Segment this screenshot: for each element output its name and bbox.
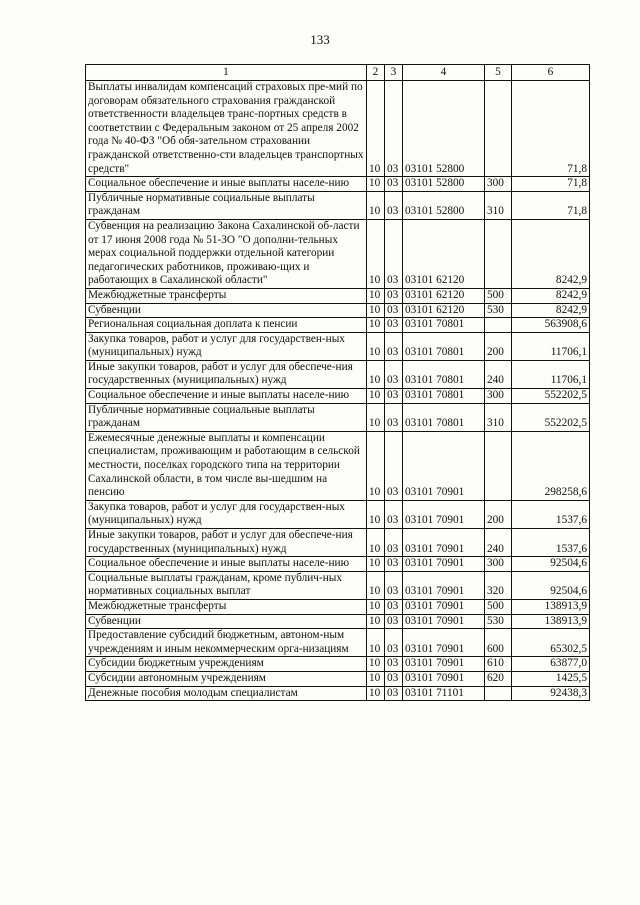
header-col-4: 4 xyxy=(403,65,485,81)
target-article-cell: 03101 70901 xyxy=(403,500,485,528)
target-article-cell: 03101 70901 xyxy=(403,571,485,599)
target-article-cell: 03101 52800 xyxy=(403,177,485,192)
subsection-code-cell: 03 xyxy=(385,389,403,404)
expense-type-cell: 200 xyxy=(485,500,512,528)
expense-type-cell: 600 xyxy=(485,629,512,657)
expense-type-cell: 200 xyxy=(485,332,512,360)
amount-cell: 8242,9 xyxy=(512,219,590,288)
section-code-cell: 10 xyxy=(367,529,385,557)
row-name-cell: Иные закупки товаров, работ и услуг для обеспече-ния государственных (муниципальных) нужд xyxy=(86,360,367,388)
target-article-cell: 03101 70801 xyxy=(403,360,485,388)
subsection-code-cell: 03 xyxy=(385,657,403,672)
expense-type-cell xyxy=(485,431,512,500)
expense-type-cell xyxy=(485,686,512,701)
table-row xyxy=(86,629,590,657)
table-row xyxy=(86,177,590,192)
row-name-cell: Субсидии бюджетным учреждениям xyxy=(86,657,367,672)
row-name-cell: Социальное обеспечение и иные выплаты населе-нию xyxy=(86,177,367,192)
target-article-cell: 03101 62120 xyxy=(403,288,485,303)
section-code-cell: 10 xyxy=(367,557,385,572)
subsection-code-cell: 03 xyxy=(385,191,403,219)
expense-type-cell: 300 xyxy=(485,177,512,192)
amount-cell: 552202,5 xyxy=(512,403,590,431)
row-name-cell: Межбюджетные трансферты xyxy=(86,599,367,614)
header-col-6: 6 xyxy=(512,65,590,81)
expense-type-cell: 300 xyxy=(485,557,512,572)
amount-cell: 71,8 xyxy=(512,177,590,192)
row-name-cell: Субвенции xyxy=(86,303,367,318)
amount-cell: 11706,1 xyxy=(512,332,590,360)
row-name-cell: Закупка товаров, работ и услуг для государствен-ных (муниципальных) нужд xyxy=(86,500,367,528)
target-article-cell: 03101 52800 xyxy=(403,191,485,219)
target-article-cell: 03101 71101 xyxy=(403,686,485,701)
table-row xyxy=(86,557,590,572)
subsection-code-cell: 03 xyxy=(385,288,403,303)
table-row xyxy=(86,599,590,614)
table-row xyxy=(86,686,590,701)
row-name-cell: Субвенции xyxy=(86,614,367,629)
subsection-code-cell: 03 xyxy=(385,303,403,318)
table-row xyxy=(86,219,590,288)
section-code-cell: 10 xyxy=(367,571,385,599)
section-code-cell: 10 xyxy=(367,303,385,318)
header-col-2: 2 xyxy=(367,65,385,81)
header-col-3: 3 xyxy=(385,65,403,81)
row-name-cell: Социальное обеспечение и иные выплаты населе-нию xyxy=(86,389,367,404)
section-code-cell: 10 xyxy=(367,614,385,629)
expense-type-cell: 620 xyxy=(485,671,512,686)
section-code-cell: 10 xyxy=(367,671,385,686)
row-name-cell: Социальное обеспечение и иные выплаты населе-нию xyxy=(86,557,367,572)
expense-type-cell: 320 xyxy=(485,571,512,599)
target-article-cell: 03101 70801 xyxy=(403,332,485,360)
subsection-code-cell: 03 xyxy=(385,219,403,288)
row-name-cell: Публичные нормативные социальные выплаты гражданам xyxy=(86,403,367,431)
target-article-cell: 03101 62120 xyxy=(403,219,485,288)
amount-cell: 552202,5 xyxy=(512,389,590,404)
expense-type-cell: 300 xyxy=(485,389,512,404)
expense-type-cell: 310 xyxy=(485,191,512,219)
table-row xyxy=(86,614,590,629)
row-name-cell: Выплаты инвалидам компенсаций страховых пре-мий по договорам обязательного страхования гражданской ответственности владельцев транс-портных средств в соответствии с Федеральным законом от 25 апреля 2002 года № 40-ФЗ "Об обя-зательном страховании гражданской ответственно-сти владельцев транспортных средств" xyxy=(86,81,367,177)
amount-cell: 92504,6 xyxy=(512,557,590,572)
expense-type-cell xyxy=(485,81,512,177)
target-article-cell: 03101 70801 xyxy=(403,403,485,431)
table-row xyxy=(86,303,590,318)
expense-type-cell: 240 xyxy=(485,529,512,557)
amount-cell: 65302,5 xyxy=(512,629,590,657)
row-name-cell: Предоставление субсидий бюджетным, автоном-ным учреждениям и иным некоммерческим орга-низациям xyxy=(86,629,367,657)
row-name-cell: Социальные выплаты гражданам, кроме публич-ных нормативных социальных выплат xyxy=(86,571,367,599)
amount-cell: 138913,9 xyxy=(512,599,590,614)
row-name-cell: Межбюджетные трансферты xyxy=(86,288,367,303)
subsection-code-cell: 03 xyxy=(385,686,403,701)
header-row xyxy=(86,65,590,81)
subsection-code-cell: 03 xyxy=(385,500,403,528)
expense-type-cell: 310 xyxy=(485,403,512,431)
target-article-cell: 03101 52800 xyxy=(403,81,485,177)
section-code-cell: 10 xyxy=(367,288,385,303)
subsection-code-cell: 03 xyxy=(385,81,403,177)
section-code-cell: 10 xyxy=(367,431,385,500)
amount-cell: 563908,6 xyxy=(512,318,590,333)
table-row xyxy=(86,500,590,528)
table-row xyxy=(86,360,590,388)
subsection-code-cell: 03 xyxy=(385,614,403,629)
subsection-code-cell: 03 xyxy=(385,599,403,614)
target-article-cell: 03101 70801 xyxy=(403,318,485,333)
amount-cell: 138913,9 xyxy=(512,614,590,629)
section-code-cell: 10 xyxy=(367,318,385,333)
target-article-cell: 03101 70901 xyxy=(403,614,485,629)
section-code-cell: 10 xyxy=(367,629,385,657)
table-row xyxy=(86,191,590,219)
budget-table xyxy=(85,64,590,701)
section-code-cell: 10 xyxy=(367,219,385,288)
subsection-code-cell: 03 xyxy=(385,318,403,333)
table-row xyxy=(86,389,590,404)
target-article-cell: 03101 70901 xyxy=(403,431,485,500)
expense-type-cell: 530 xyxy=(485,303,512,318)
row-name-cell: Субсидии автономным учреждениям xyxy=(86,671,367,686)
expense-type-cell: 500 xyxy=(485,288,512,303)
row-name-cell: Ежемесячные денежные выплаты и компенсации специалистам, проживающим и работающим в сельской местности, поселках городского типа на территории Сахалинской области, в том числе вы-шедшим на пенсию xyxy=(86,431,367,500)
subsection-code-cell: 03 xyxy=(385,529,403,557)
table-row xyxy=(86,332,590,360)
expense-type-cell: 500 xyxy=(485,599,512,614)
table-row xyxy=(86,671,590,686)
amount-cell: 11706,1 xyxy=(512,360,590,388)
section-code-cell: 10 xyxy=(367,191,385,219)
target-article-cell: 03101 70901 xyxy=(403,529,485,557)
expense-type-cell: 240 xyxy=(485,360,512,388)
table-row xyxy=(86,288,590,303)
target-article-cell: 03101 70801 xyxy=(403,389,485,404)
amount-cell: 298258,6 xyxy=(512,431,590,500)
section-code-cell: 10 xyxy=(367,686,385,701)
expense-type-cell xyxy=(485,219,512,288)
subsection-code-cell: 03 xyxy=(385,360,403,388)
amount-cell: 1425,5 xyxy=(512,671,590,686)
target-article-cell: 03101 62120 xyxy=(403,303,485,318)
amount-cell: 1537,6 xyxy=(512,529,590,557)
subsection-code-cell: 03 xyxy=(385,571,403,599)
amount-cell: 92504,6 xyxy=(512,571,590,599)
subsection-code-cell: 03 xyxy=(385,332,403,360)
section-code-cell: 10 xyxy=(367,500,385,528)
subsection-code-cell: 03 xyxy=(385,557,403,572)
expense-type-cell: 610 xyxy=(485,657,512,672)
table-row xyxy=(86,657,590,672)
row-name-cell: Региональная социальная доплата к пенсии xyxy=(86,318,367,333)
subsection-code-cell: 03 xyxy=(385,629,403,657)
row-name-cell: Публичные нормативные социальные выплаты гражданам xyxy=(86,191,367,219)
table-body xyxy=(86,81,590,701)
amount-cell: 71,8 xyxy=(512,191,590,219)
target-article-cell: 03101 70901 xyxy=(403,671,485,686)
amount-cell: 63877,0 xyxy=(512,657,590,672)
subsection-code-cell: 03 xyxy=(385,403,403,431)
table-row xyxy=(86,81,590,177)
amount-cell: 8242,9 xyxy=(512,303,590,318)
row-name-cell: Субвенция на реализацию Закона Сахалинской об-ласти от 17 июня 2008 года № 51-ЗО "О дополни-тельных мерах социальной поддержки отдельной категории педагогических работников, проживаю-щих и работающих в Сахалинской области" xyxy=(86,219,367,288)
row-name-cell: Денежные пособия молодым специалистам xyxy=(86,686,367,701)
section-code-cell: 10 xyxy=(367,599,385,614)
subsection-code-cell: 03 xyxy=(385,177,403,192)
amount-cell: 8242,9 xyxy=(512,288,590,303)
row-name-cell: Иные закупки товаров, работ и услуг для обеспече-ния государственных (муниципальных) нужд xyxy=(86,529,367,557)
table-row xyxy=(86,431,590,500)
section-code-cell: 10 xyxy=(367,81,385,177)
target-article-cell: 03101 70901 xyxy=(403,599,485,614)
row-name-cell: Закупка товаров, работ и услуг для государствен-ных (муниципальных) нужд xyxy=(86,332,367,360)
section-code-cell: 10 xyxy=(367,657,385,672)
amount-cell: 92438,3 xyxy=(512,686,590,701)
table-row xyxy=(86,529,590,557)
subsection-code-cell: 03 xyxy=(385,671,403,686)
amount-cell: 71,8 xyxy=(512,81,590,177)
section-code-cell: 10 xyxy=(367,360,385,388)
expense-type-cell: 530 xyxy=(485,614,512,629)
section-code-cell: 10 xyxy=(367,332,385,360)
amount-cell: 1537,6 xyxy=(512,500,590,528)
page-number: 133 xyxy=(310,32,330,47)
section-code-cell: 10 xyxy=(367,389,385,404)
target-article-cell: 03101 70901 xyxy=(403,657,485,672)
table-row xyxy=(86,318,590,333)
target-article-cell: 03101 70901 xyxy=(403,629,485,657)
table-row xyxy=(86,403,590,431)
header-col-5: 5 xyxy=(485,65,512,81)
subsection-code-cell: 03 xyxy=(385,431,403,500)
target-article-cell: 03101 70901 xyxy=(403,557,485,572)
section-code-cell: 10 xyxy=(367,177,385,192)
header-col-1: 1 xyxy=(86,65,367,81)
section-code-cell: 10 xyxy=(367,403,385,431)
table-row xyxy=(86,571,590,599)
expense-type-cell xyxy=(485,318,512,333)
